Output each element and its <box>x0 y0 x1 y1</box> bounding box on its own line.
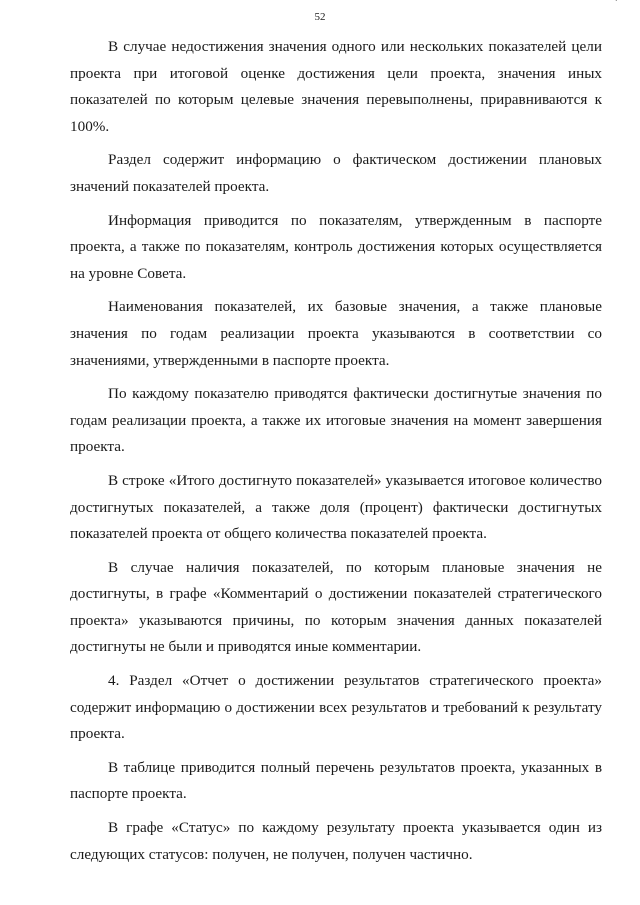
paragraph: Раздел содержит информацию о фактическом достижении плановых значений показателей проекта. <box>70 151 602 195</box>
paragraph: Информация приводится по показателям, утвержденным в паспорте проекта, а также по показателям, контроль достижения которых осуществляется на уровне Совета. <box>70 211 602 282</box>
paragraph: В случае наличия показателей, по которым плановые значения не достигнуты, в графе «Комментарий о достижении показателей стратегического проекта» указываются причины, по которым значения данных показателей достигнуты не были и приводятся иные комментарии. <box>70 558 602 656</box>
paragraph: В таблице приводится полный перечень результатов проекта, указанных в паспорте проекта. <box>70 758 602 803</box>
document-body <box>70 34 602 875</box>
paragraph: По каждому показателю приводятся фактически достигнутые значения по годам реализации проекта, а также их итоговые значения на момент завершения проекта. <box>70 385 602 456</box>
page-number: 52 <box>314 11 326 23</box>
paragraph: В графе «Статус» по каждому результату проекта указывается один из следующих статусов: получен, не получен, получен частично. <box>70 819 602 863</box>
paragraph: Наименования показателей, их базовые значения, а также плановые значения по годам реализации проекта указываются в соответствии со значениями, утвержденными в паспорте проекта. <box>70 298 602 369</box>
paragraph: В строке «Итого достигнуто показателей» указывается итоговое количество достигнутых показателей, а также доля (процент) фактически достигнутых показателей проекта от общего количества показателей проекта. <box>70 471 602 543</box>
paragraph: В случае недостижения значения одного или нескольких показателей цели проекта при итоговой оценке достижения цели проекта, значения иных показателей по которым целевые значения перевыполнены, приравниваются к 100%. <box>70 38 602 135</box>
paragraph: 4. Раздел «Отчет о достижении результатов стратегического проекта» содержит информацию о достижении всех результатов и требований к результату проекта. <box>70 672 602 743</box>
corner-mark: · <box>614 0 618 7</box>
